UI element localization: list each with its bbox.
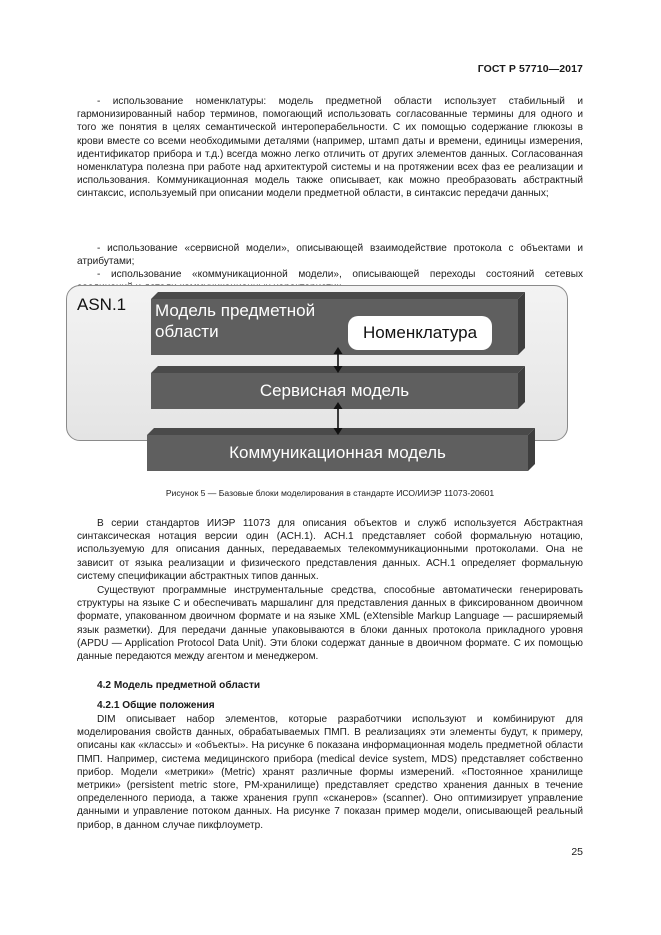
double-arrow-icon [332, 347, 344, 373]
subsection-heading: 4.2.1 Общие положения [97, 700, 215, 711]
paragraph-tools: Существуют программные инструментальные средства, способные автоматически генерировать структуры на языке С и обеспечивать маршалинг для представления данных в фиксированном двоичном формате, упакованном двоичном формате и на языке XML (eXtensible Markup Language — расширяемый язык разметки). Для передачи данные упаковываются в блоки данных протокола прикладного уровня (APDU — Application Protocol Data Unit). Эти блоки содержат данные в двоичном формате. С их помощью данные передаются между агентом и менеджером. [77, 585, 583, 663]
paragraph-nomenclature: - использование номенклатуры: модель предметной области использует стабильный и гармонизированный набор терминов, помогающий использовать согласованные термины для одного и того же понятия в целях семантической интероперабельности. С их помощью содержание глюкозы в крови вместе со всеми необходимыми деталями (например, штамп даты и времени, единицы измерения, идентификатор прибора и т.д.) всегда можно легко отличить от других элементов данных. Согласованная номенклатура полезна при работе над архитектурой системы и на протяжении всех фаз ее реализации и использования. Коммуникационная модель также описывает, как можно преобразовать абстрактный синтаксис, используемый при описании модели предметной области, в синтаксис передачи данных; [77, 96, 583, 200]
figure-caption: Рисунок 5 — Базовые блоки моделирования в стандарте ИСО/ИИЭР 11073-20601 [165, 488, 495, 498]
domain-model-label-line1: Модель предметной [155, 301, 316, 320]
double-arrow-icon [332, 402, 344, 435]
service-model-label: Сервисная модель [259, 381, 410, 400]
document-standard-number: ГОСТ Р 57710—2017 [477, 63, 583, 75]
paragraph-asn1: В серии стандартов ИИЭР 11073 для описания объектов и служб используется Абстрактная синтаксическая нотация версии один (АСН.1). АСН.1 представляет собой формальную нотацию, используемую для описания данных, передаваемых телекоммуникационными протоколами. Она не зависит от языка реализации и физического представления данных. АСН.1 определяет формальную систему спецификации абстрактных типов данных. [77, 518, 583, 582]
figure-modeling-blocks [66, 285, 568, 469]
paragraph-dim: DIM описывает набор элементов, которые разработчики используют и комбинируют для моделирования свойств данных, обрабатываемых ПМП. В реализациях эти элементы будут, к примеру, описаны как «классы» и «объекты». На рисунке 6 показана информационная модель предметной области ПМП. Например, система медицинского прибора (medical device system, MDS) представляет собственно прибор. Модели «метрики» (Metric) хранят различные формы измерений. «Постоянное хранилище метрики» (persistent metric store, PM-хранилище) представляет средство хранения данных в течение определенного периода, а также хранения групп «сканеров» (scanner). Оно оптимизирует управление данными и управление потоком данных. На рисунке 7 показан пример модели, описывающей реальный прибор, в данном случае пикфлоуметр. [77, 714, 583, 831]
paragraph-communication-model: - использование «коммуникационной модели», описывающей переходы состояний сетевых [97, 269, 583, 280]
domain-model-label-line2: области [155, 322, 219, 341]
communication-model-label: Коммуникационная модель [229, 443, 446, 462]
page-number: 25 [571, 846, 583, 858]
paragraph-service-model: - использование «сервисной модели», описывающей взаимодействие протокола с объектами и атрибутами; [77, 243, 583, 268]
section-heading: 4.2 Модель предметной области [97, 680, 261, 691]
domain-model-block [151, 292, 525, 355]
nomenclature-block: Номенклатура [348, 316, 492, 350]
asn1-label: ASN.1 [77, 295, 127, 314]
